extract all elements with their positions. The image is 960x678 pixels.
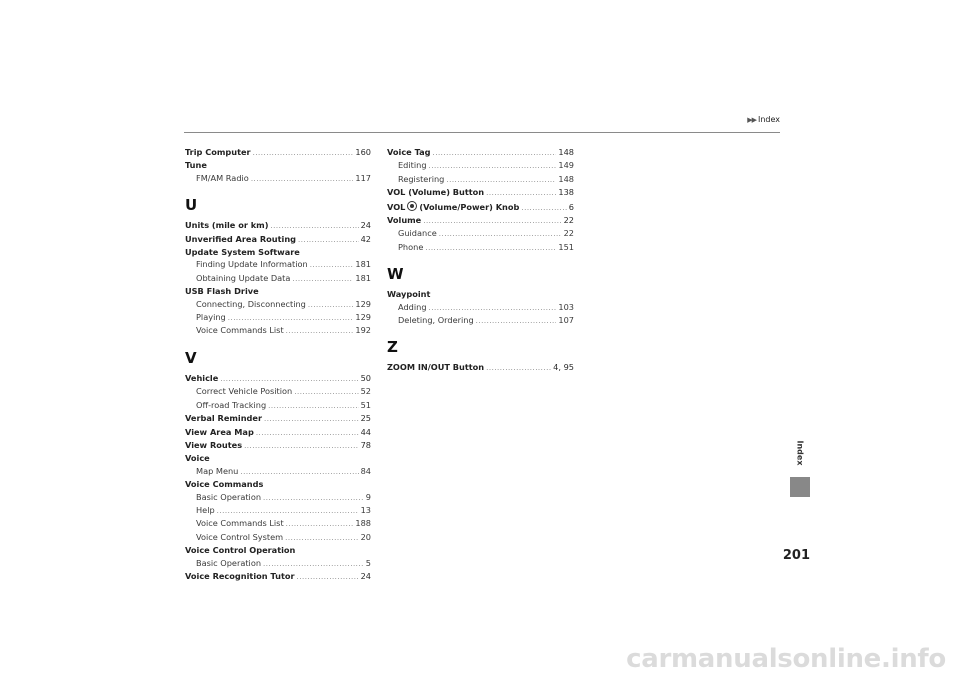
index-subentry[interactable]: Editing ..... 149 — [387, 159, 574, 172]
index-entry[interactable]: Volume ..... 22 — [387, 214, 574, 227]
index-letter: Z — [387, 338, 398, 357]
index-subentry[interactable]: Voice Commands List ..... 192 — [185, 324, 371, 337]
index-entry[interactable]: VOL (Volume) Button ..... 138 — [387, 186, 574, 199]
index-subentry[interactable]: Connecting, Disconnecting ..... 129 — [185, 298, 371, 311]
index-heading: Voice — [185, 453, 210, 464]
index-entry[interactable]: Trip Computer ..... 160 — [185, 146, 371, 159]
index-entry[interactable]: Voice Tag ..... 148 — [387, 146, 574, 159]
index-heading: USB Flash Drive — [185, 286, 259, 297]
index-entry[interactable]: Vehicle ..... 50 — [185, 372, 371, 385]
index-subentry[interactable]: FM/AM Radio ..... 117 — [185, 172, 371, 185]
side-tab-marker — [790, 477, 810, 497]
index-subentry[interactable]: Map Menu ..... 84 — [185, 465, 371, 478]
index-entry[interactable]: Voice Recognition Tutor ..... 24 — [185, 570, 371, 583]
index-subentry[interactable]: Playing ..... 129 — [185, 311, 371, 324]
index-entry[interactable]: View Area Map ..... 44 — [185, 426, 371, 439]
section-title: Index — [757, 115, 780, 124]
index-subentry[interactable]: Correct Vehicle Position ..... 52 — [185, 385, 371, 398]
index-heading: Waypoint — [387, 289, 431, 300]
index-column-left — [185, 146, 371, 583]
header-rule — [184, 132, 780, 133]
index-subentry[interactable]: Obtaining Update Data ..... 181 — [185, 272, 371, 285]
index-subentry[interactable]: Deleting, Ordering ..... 107 — [387, 314, 574, 327]
index-entry[interactable]: Units (mile or km) ..... 24 — [185, 219, 371, 232]
index-heading: Tune — [185, 160, 207, 171]
index-subentry[interactable]: Voice Commands List ..... 188 — [185, 517, 371, 530]
index-entry[interactable]: View Routes ..... 78 — [185, 439, 371, 452]
page-number: 201 — [782, 548, 810, 563]
index-entry[interactable]: Verbal Reminder ..... 25 — [185, 412, 371, 425]
index-subentry[interactable]: Registering ..... 148 — [387, 173, 574, 186]
index-heading: Voice Control Operation — [185, 545, 296, 556]
index-subentry[interactable]: Finding Update Information ..... 181 — [185, 258, 371, 271]
index-subentry[interactable]: Off-road Tracking ..... 51 — [185, 399, 371, 412]
index-subentry[interactable]: Voice Control System ..... 20 — [185, 531, 371, 544]
watermark: carmanualsonline.info — [626, 644, 946, 674]
index-heading: Voice Commands — [185, 479, 264, 490]
index-letter: W — [387, 265, 404, 284]
index-subentry[interactable]: Guidance ..... 22 — [387, 227, 574, 240]
index-subentry[interactable]: Adding ..... 103 — [387, 301, 574, 314]
power-knob-icon — [407, 201, 417, 211]
side-tab-label: Index — [795, 440, 805, 466]
index-heading: Update System Software — [185, 247, 300, 258]
index-letter: V — [185, 348, 197, 367]
index-subentry[interactable]: Basic Operation ..... 9 — [185, 491, 371, 504]
section-header — [747, 115, 780, 124]
index-column-right — [387, 146, 574, 375]
index-subentry[interactable]: Phone ..... 151 — [387, 241, 574, 254]
index-entry[interactable]: ZOOM IN/OUT Button ..... 4, 95 — [387, 361, 574, 374]
index-subentry[interactable]: Help ..... 13 — [185, 504, 371, 517]
double-triangle-icon: ▶▶ — [747, 115, 756, 124]
index-entry[interactable]: Unverified Area Routing ..... 42 — [185, 233, 371, 246]
index-entry[interactable]: VOL (Volume/Power) Knob ..... 6 — [387, 200, 574, 214]
index-subentry[interactable]: Basic Operation ..... 5 — [185, 557, 371, 570]
index-letter: U — [185, 196, 198, 215]
